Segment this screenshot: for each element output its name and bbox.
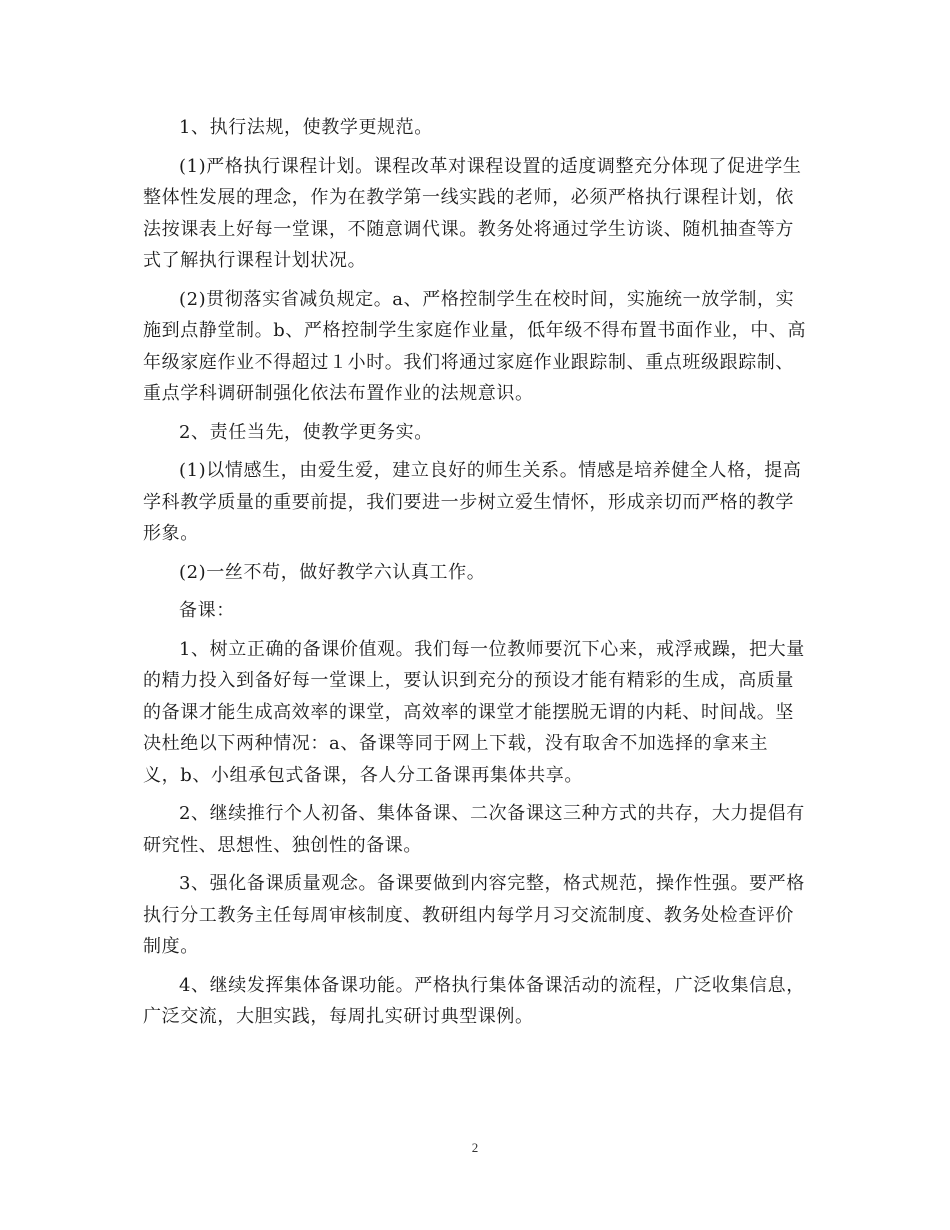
- paragraph-six-tasks: (2)一丝不苟，做好教学六认真工作。: [179, 561, 486, 583]
- heading-2-responsibility: 2、责任当先，使教学更务实。: [179, 421, 433, 443]
- heading-1-regulations: 1、执行法规，使教学更规范。: [179, 117, 433, 138]
- paragraph-prep-values: 1、树立正确的备课价值观。我们每一位教师要沉下心来，戒浮戒躁，把大量 的精力投入到备好每一堂课上，要认识到充分的预设才能有精彩的生成，高质量 的备课才能生成高效率的课堂，高效率的课堂才能摆脱无谓的内耗、时间战。坚 决杜绝以下两种情况：a、备课等同于网上下载，没有取舍不加选择的拿来主 义，b、小组承包式备课，各人分工备课再集体共享。: [143, 638, 805, 786]
- paragraph-burden-reduction: (2)贯彻落实省减负规定。a、严格控制学生在校时间，实施统一放学制，实 施到点静堂制。b、严格控制学生家庭作业量，低年级不得布置书面作业，中、高 年级家庭作业不得超过１小时。我们将通过家庭作业跟踪制、重点班级跟踪制、 重点学科调研制强化依法布置作业的法规意识。: [143, 288, 807, 404]
- paragraph-course-plan: (1)严格执行课程计划。课程改革对课程设置的适度调整充分体现了促进学生 整体性发展的理念，作为在教学第一线实践的老师，必须严格执行课程计划，依 法按课表上好每一堂课，不随意调代课。教务处将通过学生访谈、随机抽查等方 式了解执行课程计划状况。: [143, 155, 802, 271]
- page-number: 2: [471, 1140, 479, 1155]
- paragraph-collective-prep: 4、继续发挥集体备课功能。严格执行集体备课活动的流程，广泛收集信息， 广泛交流，大胆实践，每周扎实研讨典型课例。: [143, 974, 805, 1027]
- paragraph-prep-quality: 3、强化备课质量观念。备课要做到内容完整，格式规范，操作性强。要严格 执行分工教务主任每周审核制度、教研组内每学月习交流制度、教务处检查评价 制度。: [143, 873, 805, 957]
- paragraph-teacher-student-relation: (1)以情感生，由爱生爱，建立良好的师生关系。情感是培养健全人格，提高 学科教学质量的重要前提，我们要进一步树立爱生情怀，形成亲切而严格的教学 形象。: [143, 460, 802, 544]
- document-body: [143, 112, 807, 1040]
- paragraph-prep-methods: 2、继续推行个人初备、集体备课、二次备课这三种方式的共存，大力提倡有 研究性、思想性、独创性的备课。: [143, 803, 805, 856]
- subheading-lesson-prep: 备课：: [179, 600, 235, 621]
